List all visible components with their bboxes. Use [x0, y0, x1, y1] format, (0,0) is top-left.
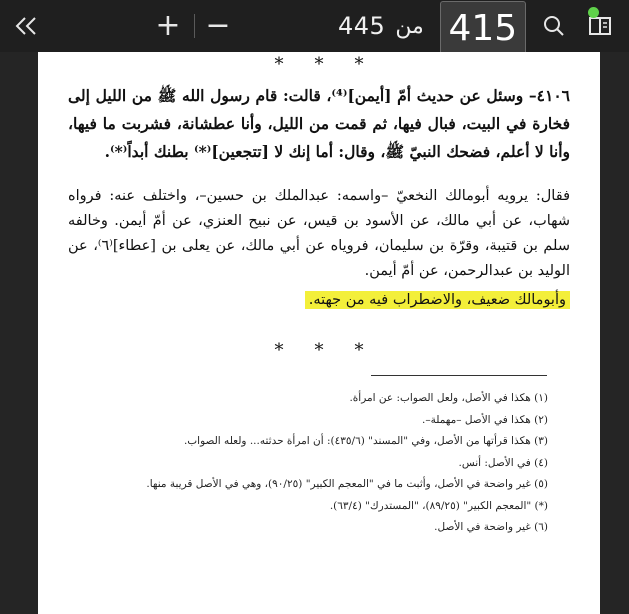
separator-star: *: [274, 54, 284, 75]
answer-text: فقال: يرويه أبومالك النخعيّ –واسمه: عبدالملك بن حسين–، واختلف عنه: فرواه شهاب، عن أبي مالك، عن الأسود بن قيس، عن نبيح العنزي، عن أمّ أيمن. وخالفه سلم بن قتيبة، وقرّة بن سليمان، فروياه عن أبي مالك، عن يعلى بن [عطاء]⁽٦⁾، عن الوليد بن عبدالرحمن، عن أمّ أيمن.: [68, 188, 571, 279]
separator-star: *: [354, 340, 364, 361]
separator-star: *: [314, 54, 324, 75]
separator-star: *: [274, 340, 284, 361]
notification-dot: [588, 7, 599, 18]
hadith-question: ٤١٠٦– وسئل عن حديث أمّ [أيمن]⁽⁴⁾، قالت: قام رسول الله ﷺ من الليل إلى فخارة في البيت، فبال فيها، ثم قمت من الليل، وأنا عطشانة، فشربت ما فيها، وأنا لا أعلم، فضحك النبيّ ﷺ، وقال: أما إنك لا [تتجعين]⁽*⁾ بطنك أبداً⁽*⁾.: [68, 86, 570, 161]
sidebar-button[interactable]: [578, 4, 622, 48]
total-pages: 445: [338, 12, 386, 40]
zoom-out-label: −: [205, 8, 231, 43]
footnote: (٢) هكذا في الأصل –مهملة–.: [422, 413, 548, 426]
separator-star: *: [354, 54, 364, 75]
footnote-divider: [371, 375, 547, 376]
section-separator-bottom: [38, 340, 600, 361]
footnote: (*) "المعجم الكبير" (٨٩/٢٥)، "المستدرك" (٦٣/٤).: [329, 499, 548, 512]
highlighted-text[interactable]: وأبومالك ضعيف، والاضطراب فيه من جهته.: [305, 291, 570, 309]
section-separator-top: [38, 54, 600, 75]
search-icon: [542, 14, 566, 38]
back-button[interactable]: [4, 4, 48, 48]
page-indicator: [338, 0, 526, 52]
of-label: من: [395, 13, 424, 39]
hadith-answer: [68, 184, 570, 313]
footnotes: [68, 388, 548, 539]
zoom-in-label: +: [155, 8, 181, 43]
current-page-input[interactable]: 415: [440, 1, 526, 55]
separator-star: *: [314, 340, 324, 361]
footnote: (٦) غير واضحة في الأصل.: [434, 521, 548, 533]
zoom-out-button[interactable]: [196, 4, 240, 48]
double-chevron-left-icon: [13, 13, 39, 39]
footnote: (٣) هكذا قرأتها من الأصل، وفي "المسند" (٤٣٥/٦): أن امرأة حدثته... ولعله الصواب.: [183, 435, 548, 447]
footnote: (١) هكذا في الأصل، ولعل الصواب: عن امرأة.: [349, 392, 548, 404]
search-button[interactable]: [532, 4, 576, 48]
document-page: [38, 52, 600, 614]
footnote: (٥) غير واضحة في الأصل، وأثبت ما في "المعجم الكبير" (٩٠/٢٥)، وهي في الأصل قريبة منها.: [146, 478, 548, 490]
zoom-in-button[interactable]: [146, 4, 190, 48]
toolbar: [0, 0, 629, 52]
footnote: (٤) في الأصل: أنس.: [458, 456, 548, 469]
toolbar-divider: [194, 14, 195, 38]
sidebar-panel-icon: [588, 15, 612, 37]
